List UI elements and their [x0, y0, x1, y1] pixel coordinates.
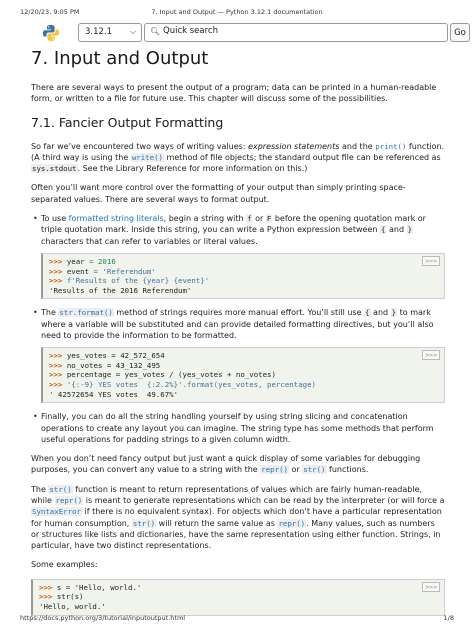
repr-link[interactable]: repr()	[261, 465, 288, 475]
page-number: 1/8	[443, 614, 454, 622]
print-header	[20, 8, 454, 18]
copy-prompt-toggle[interactable]: >>>	[422, 350, 440, 360]
python-logo-icon[interactable]	[42, 24, 60, 42]
syntax-error-link[interactable]: SyntaxError	[32, 507, 81, 517]
code-block-str-format: >>> >>> yes_votes = 42_572_654 >>> no_votes = 43_132_495 >>> percentage = yes_votes / (yes_votes + no_votes) >>> '{:-9} YES votes {:2.2%}'.format(yes_votes, percentage) ' 42572654 YES votes 49.67%'	[41, 347, 445, 403]
main-content	[31, 48, 445, 624]
search-box	[144, 23, 448, 42]
copy-prompt-toggle[interactable]: >>>	[422, 256, 440, 266]
stdout-code: sys.stdout	[32, 164, 77, 174]
chevron-down-icon: ⌵	[129, 27, 136, 36]
list-item: • The str.format() method of strings requires more manual effort. You’ll still use { and } to mark where a variable will be substituted and can provide detailed formatting directives, but you’ll also need to provide the information to be formatted. >>> >>> yes_votes = 42_572_654 >>> no_votes = 43_132_495 >>> percentage = yes_votes / (yes_votes + no_votes) >>> '{:-9} YES votes {:2.2%}'.format(yes_votes, percentage) ' 42572654 YES votes 49.67%'	[31, 307, 445, 403]
paragraph-str-function: The str() function is meant to return representations of values which are fairly human-readable, while repr() is meant to generate representations which can be read by the interpreter (or will force a SyntaxError if there is no equivalent syntax). For objects which don’t have a particular representation for human consumption, str() will return the same value as repr(). Many values, such as numbers or structures like lists and dictionaries, have the same representation using either function. Strings, in particular, have two distinct representations.	[31, 484, 445, 551]
print-url: https://docs.python.org/3/tutorial/inputoutput.html	[20, 614, 186, 622]
go-button[interactable]: Go	[450, 23, 470, 42]
print-footer	[20, 614, 454, 624]
paragraph-repr-str: When you don’t need fancy output but just want a quick display of some variables for debugging purposes, you can convert any value to a string with the repr() or str() functions.	[31, 454, 421, 475]
repr-link[interactable]: repr()	[55, 495, 83, 505]
str-link[interactable]: str()	[132, 518, 156, 528]
paragraph-examples: Some examples:	[31, 560, 98, 570]
code-block-fstring: >>> >>> year = 2016 >>> event = 'Referendum' >>> f'Results of the {year} {event}' 'Results of the 2016 Referendum'	[41, 253, 445, 299]
paragraph-output-ways: So far we’ve encountered two ways of writing values: expression statements and the print() function. (A third way is using the write() method of file objects; the standard output file can be referenced as sys.stdout. See the Library Reference for more information on this.)	[31, 141, 445, 174]
print-function-link[interactable]: print()	[375, 141, 407, 151]
str-link[interactable]: str()	[303, 465, 326, 475]
copy-prompt-toggle[interactable]: >>>	[422, 582, 440, 592]
str-link[interactable]: str()	[49, 484, 72, 494]
write-method-link[interactable]: write()	[131, 152, 163, 162]
version-select[interactable]	[78, 23, 142, 42]
str-format-link[interactable]: str.format()	[59, 308, 113, 318]
top-navigation-bar	[20, 23, 466, 43]
formatted-string-literals-link[interactable]: formatted string literals	[68, 214, 164, 224]
repr-link[interactable]: repr()	[278, 518, 306, 528]
list-item: • Finally, you can do all the string handling yourself by using string slicing and concatenation operations to create any layout you can imagine. The string type has some methods that perform useful operations for padding strings to a given column width.	[33, 412, 434, 444]
version-value: 3.12.1	[85, 27, 113, 37]
search-icon: 🔍︎	[150, 27, 161, 36]
code-block-examples: >>> >>> s = 'Hello, world.' >>> str(s) 'Hello, world.'	[31, 579, 445, 616]
section-title: 7.1. Fancier Output Formatting	[31, 114, 224, 130]
print-doc-title: 7. Input and Output — Python 3.12.1 documentation	[151, 8, 323, 16]
page-title: 7. Input and Output	[31, 48, 209, 69]
intro-paragraph: There are several ways to present the output of a program; data can be printed in a human-readable form, or written to a file for future use. This chapter will discuss some of the possibilities.	[31, 83, 437, 104]
list-item: • To use formatted string literals, begin a string with f or F before the opening quotation mark or triple quotation mark. Inside this string, you can write a Python expression between { and } characters that can refer to variables or literal values. >>> >>> year = 2016 >>> event = 'Referendum' >>> f'Results of the {year} {event}' 'Results of the 2016 Referendum'	[31, 213, 445, 299]
formatting-methods-list	[31, 213, 445, 445]
print-date: 12/20/23, 9:05 PM	[20, 8, 80, 16]
search-input[interactable]	[163, 26, 433, 36]
paragraph-more-control: Often you’ll want more control over the formatting of your output than simply printing space-separated values. There are several ways to format output.	[31, 183, 406, 204]
